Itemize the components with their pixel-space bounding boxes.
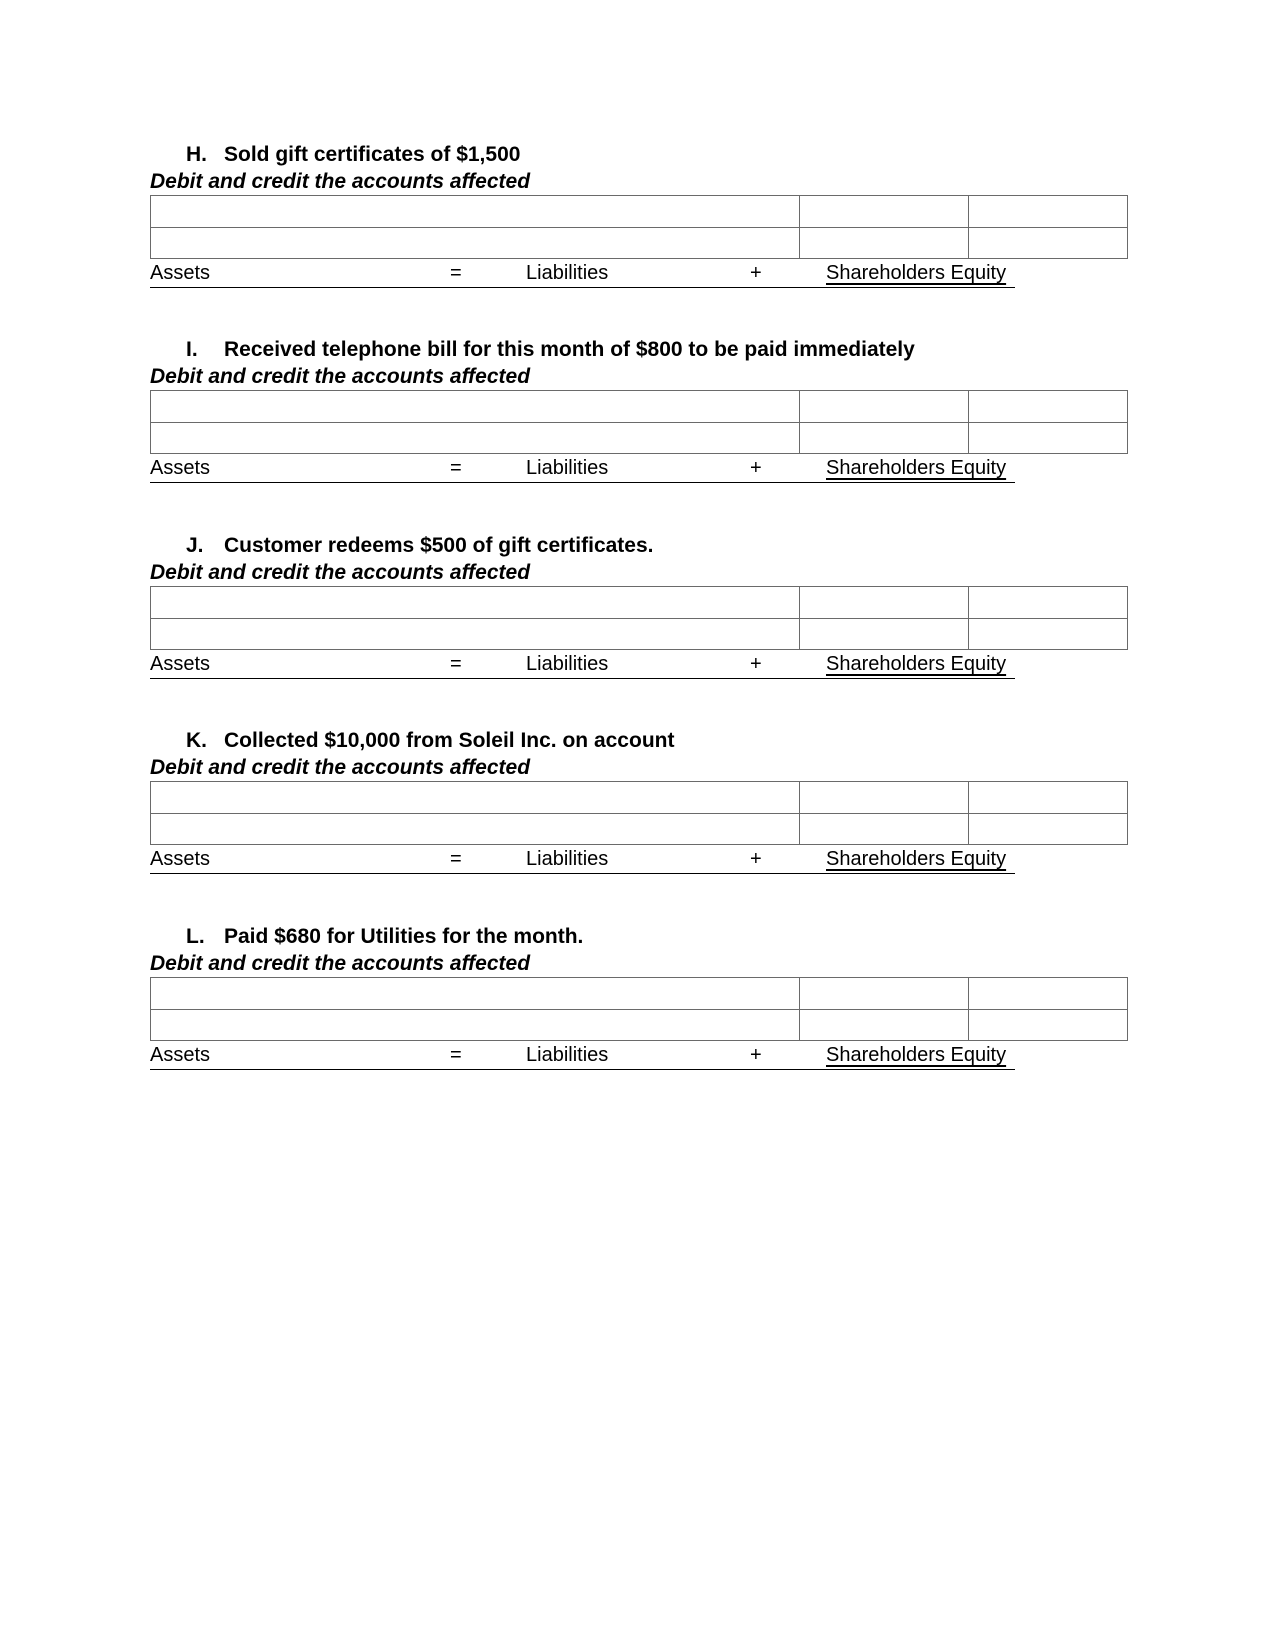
account-cell[interactable] [151,391,800,423]
journal-row [151,1009,1128,1041]
journal-entry-table [150,195,1128,259]
journal-row [151,391,1128,423]
assets-label: Assets [150,653,211,675]
liabilities-label: Liabilities [526,457,609,479]
equity-label: Shareholders Equity [826,262,1007,284]
equity-label: Shareholders Equity [826,457,1007,479]
journal-row [151,587,1128,619]
journal-row [151,227,1128,259]
credit-cell[interactable] [969,813,1128,845]
account-cell[interactable] [151,978,800,1010]
liabilities-label: Liabilities [526,653,609,675]
credit-cell[interactable] [969,1009,1128,1041]
transaction-section-l [150,925,1125,1170]
transaction-description: Customer redeems $500 of gift certificates. [224,534,654,557]
plus-sign: + [750,1044,762,1066]
transaction-description: Paid $680 for Utilities for the month. [224,925,584,948]
equals-sign: = [450,653,462,675]
debit-cell[interactable] [800,391,969,423]
assets-label: Assets [150,457,211,479]
credit-cell[interactable] [969,196,1128,228]
transaction-letter: L. [186,925,205,948]
account-cell[interactable] [151,813,800,845]
plus-sign: + [750,848,762,870]
plus-sign: + [750,262,762,284]
debit-cell[interactable] [800,978,969,1010]
equity-label: Shareholders Equity [826,1044,1007,1066]
transaction-letter: K. [186,729,207,752]
debit-cell[interactable] [800,422,969,454]
instruction-text: Debit and credit the accounts affected [150,756,531,779]
account-cell[interactable] [151,1009,800,1041]
debit-cell[interactable] [800,618,969,650]
transaction-heading [186,925,583,949]
transaction-heading [186,143,520,167]
plus-sign: + [750,457,762,479]
journal-entry-table [150,586,1128,650]
equals-sign: = [450,848,462,870]
instruction-text: Debit and credit the accounts affected [150,952,531,975]
journal-row [151,618,1128,650]
credit-cell[interactable] [969,782,1128,814]
account-cell[interactable] [151,196,800,228]
equity-label: Shareholders Equity [826,848,1007,870]
transaction-heading [186,338,915,362]
credit-cell[interactable] [969,587,1128,619]
equals-sign: = [450,262,462,284]
instruction-text: Debit and credit the accounts affected [150,561,531,584]
transaction-letter: H. [186,143,207,166]
credit-cell[interactable] [969,618,1128,650]
journal-row [151,196,1128,228]
transaction-heading [186,534,654,558]
accounting-equation [150,845,1015,874]
credit-cell[interactable] [969,978,1128,1010]
account-cell[interactable] [151,782,800,814]
transaction-description: Received telephone bill for this month of $800 to be paid immediately [224,338,915,361]
debit-cell[interactable] [800,1009,969,1041]
credit-cell[interactable] [969,391,1128,423]
transaction-description: Sold gift certificates of $1,500 [224,143,521,166]
equals-sign: = [450,457,462,479]
accounting-equation [150,454,1015,483]
account-cell[interactable] [151,618,800,650]
accounting-equation [150,1041,1015,1070]
transaction-letter: J. [186,534,204,557]
journal-row [151,782,1128,814]
credit-cell[interactable] [969,227,1128,259]
account-cell[interactable] [151,227,800,259]
account-cell[interactable] [151,422,800,454]
accounting-equation [150,650,1015,679]
debit-cell[interactable] [800,196,969,228]
transaction-letter: I. [186,338,198,361]
debit-cell[interactable] [800,813,969,845]
journal-row [151,422,1128,454]
equals-sign: = [450,1044,462,1066]
debit-cell[interactable] [800,782,969,814]
transaction-heading [186,729,674,753]
account-cell[interactable] [151,587,800,619]
credit-cell[interactable] [969,422,1128,454]
debit-cell[interactable] [800,227,969,259]
liabilities-label: Liabilities [526,848,609,870]
journal-row [151,978,1128,1010]
plus-sign: + [750,653,762,675]
debit-cell[interactable] [800,587,969,619]
liabilities-label: Liabilities [526,262,609,284]
instruction-text: Debit and credit the accounts affected [150,170,531,193]
assets-label: Assets [150,848,211,870]
journal-entry-table [150,977,1128,1041]
assets-label: Assets [150,262,211,284]
journal-entry-table [150,781,1128,845]
liabilities-label: Liabilities [526,1044,609,1066]
journal-entry-table [150,390,1128,454]
accounting-equation [150,259,1015,288]
equity-label: Shareholders Equity [826,653,1007,675]
transaction-description: Collected $10,000 from Soleil Inc. on account [224,729,675,752]
instruction-text: Debit and credit the accounts affected [150,365,531,388]
assets-label: Assets [150,1044,211,1066]
journal-row [151,813,1128,845]
